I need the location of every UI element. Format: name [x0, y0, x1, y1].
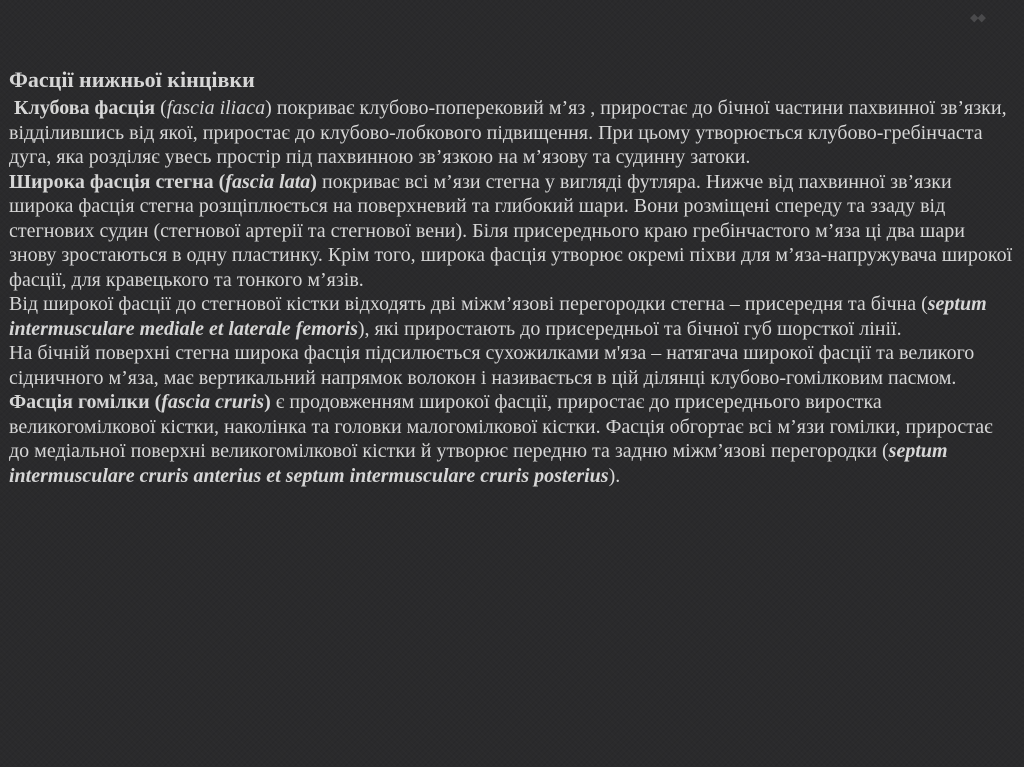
paren-open: (: [155, 97, 167, 119]
latin-septum-femoris: septum intermusculare mediale et laterale femoris: [9, 293, 987, 340]
paragraph-septa-femoris: [9, 292, 1013, 341]
paragraph-fascia-iliaca: [9, 96, 1013, 170]
slide-text-block: [9, 66, 1013, 488]
latin-fascia-cruris: fascia cruris: [161, 391, 265, 413]
paragraph-text: ).: [608, 464, 621, 487]
slide-title: Фасції нижньої кінцівки: [9, 67, 255, 92]
term-fascia-lata: Широка фасція стегна (: [9, 170, 226, 193]
paragraph-text: На бічній поверхні стегна широка фасція підсилюється сухожилками м'яза – натягача широкої фасції та великого сідничного м’яза, має вертикальний напрямок волокон і називається в цій ділянці клубово-гомілковим пасмом.: [9, 342, 975, 389]
paren-close: ): [310, 170, 317, 193]
paren-close: ): [264, 391, 271, 413]
term-fascia-iliaca: Клубова фасція: [14, 97, 156, 119]
latin-fascia-iliaca: fascia iliaca: [166, 97, 266, 119]
paragraph-text: Від широкої фасції до стегнової кістки відходять дві міжм’язові перегородки стегна – присередня та бічна (: [9, 293, 928, 315]
paragraph-text: покриває всі м’язи стегна у вигляді футляра. Нижче від пахвинної зв’язки широка фасція стегна розщіплюється на поверхневий та глибокий шари. Вони розміщені спереду та ззаду від стегнових судин (стегнової артерії та стегнової вени). Біля присереднього краю гребінчастого м’яза ці два шари знову зростаються в одну пластинку. Крім того, широка фасція утворює окремі піхви для м’яза-напружувача широкої фасції, для кравецького та тонкого м’язів.: [9, 170, 1013, 291]
paragraph-fascia-cruris: [9, 390, 1013, 488]
paragraph-iliotibial-tract: [9, 341, 1013, 390]
latin-septum-cruris: septum intermusculare cruris anterius et septum intermusculare cruris posterius: [9, 440, 948, 487]
paragraph-text: є продовженням широкої фасції, приростає до присереднього виростка великогомілкової кістки, наколінка та головки малогомілкової кістки. Фасція обгортає всі м’язи гомілки, приростає до медіальної поверхні великогомілкової кістки й утворює передню та задню міжм’язові перегородки (: [9, 391, 993, 462]
paragraph-fascia-lata: [9, 170, 1013, 293]
latin-fascia-lata: fascia lata: [225, 170, 311, 193]
paragraph-text: ) покриває клубово-поперековий м’яз , приростає до бічної частини пахвинної зв’язки, відділившись від якої, приростає до клубово-лобкового підвищення. При цьому утворюється клубово-гребінчаста дуга, яка розділяє увесь простір під пахвинною зв’язкою на м’язову та судинну затоки.: [9, 97, 1007, 168]
double-diamond-ornament-icon: ◆◆: [970, 11, 985, 24]
term-fascia-cruris: Фасція гомілки (: [9, 391, 162, 413]
paragraph-text: ), які приростають до присередньої та бічної губ шорсткої лінії.: [357, 317, 902, 340]
